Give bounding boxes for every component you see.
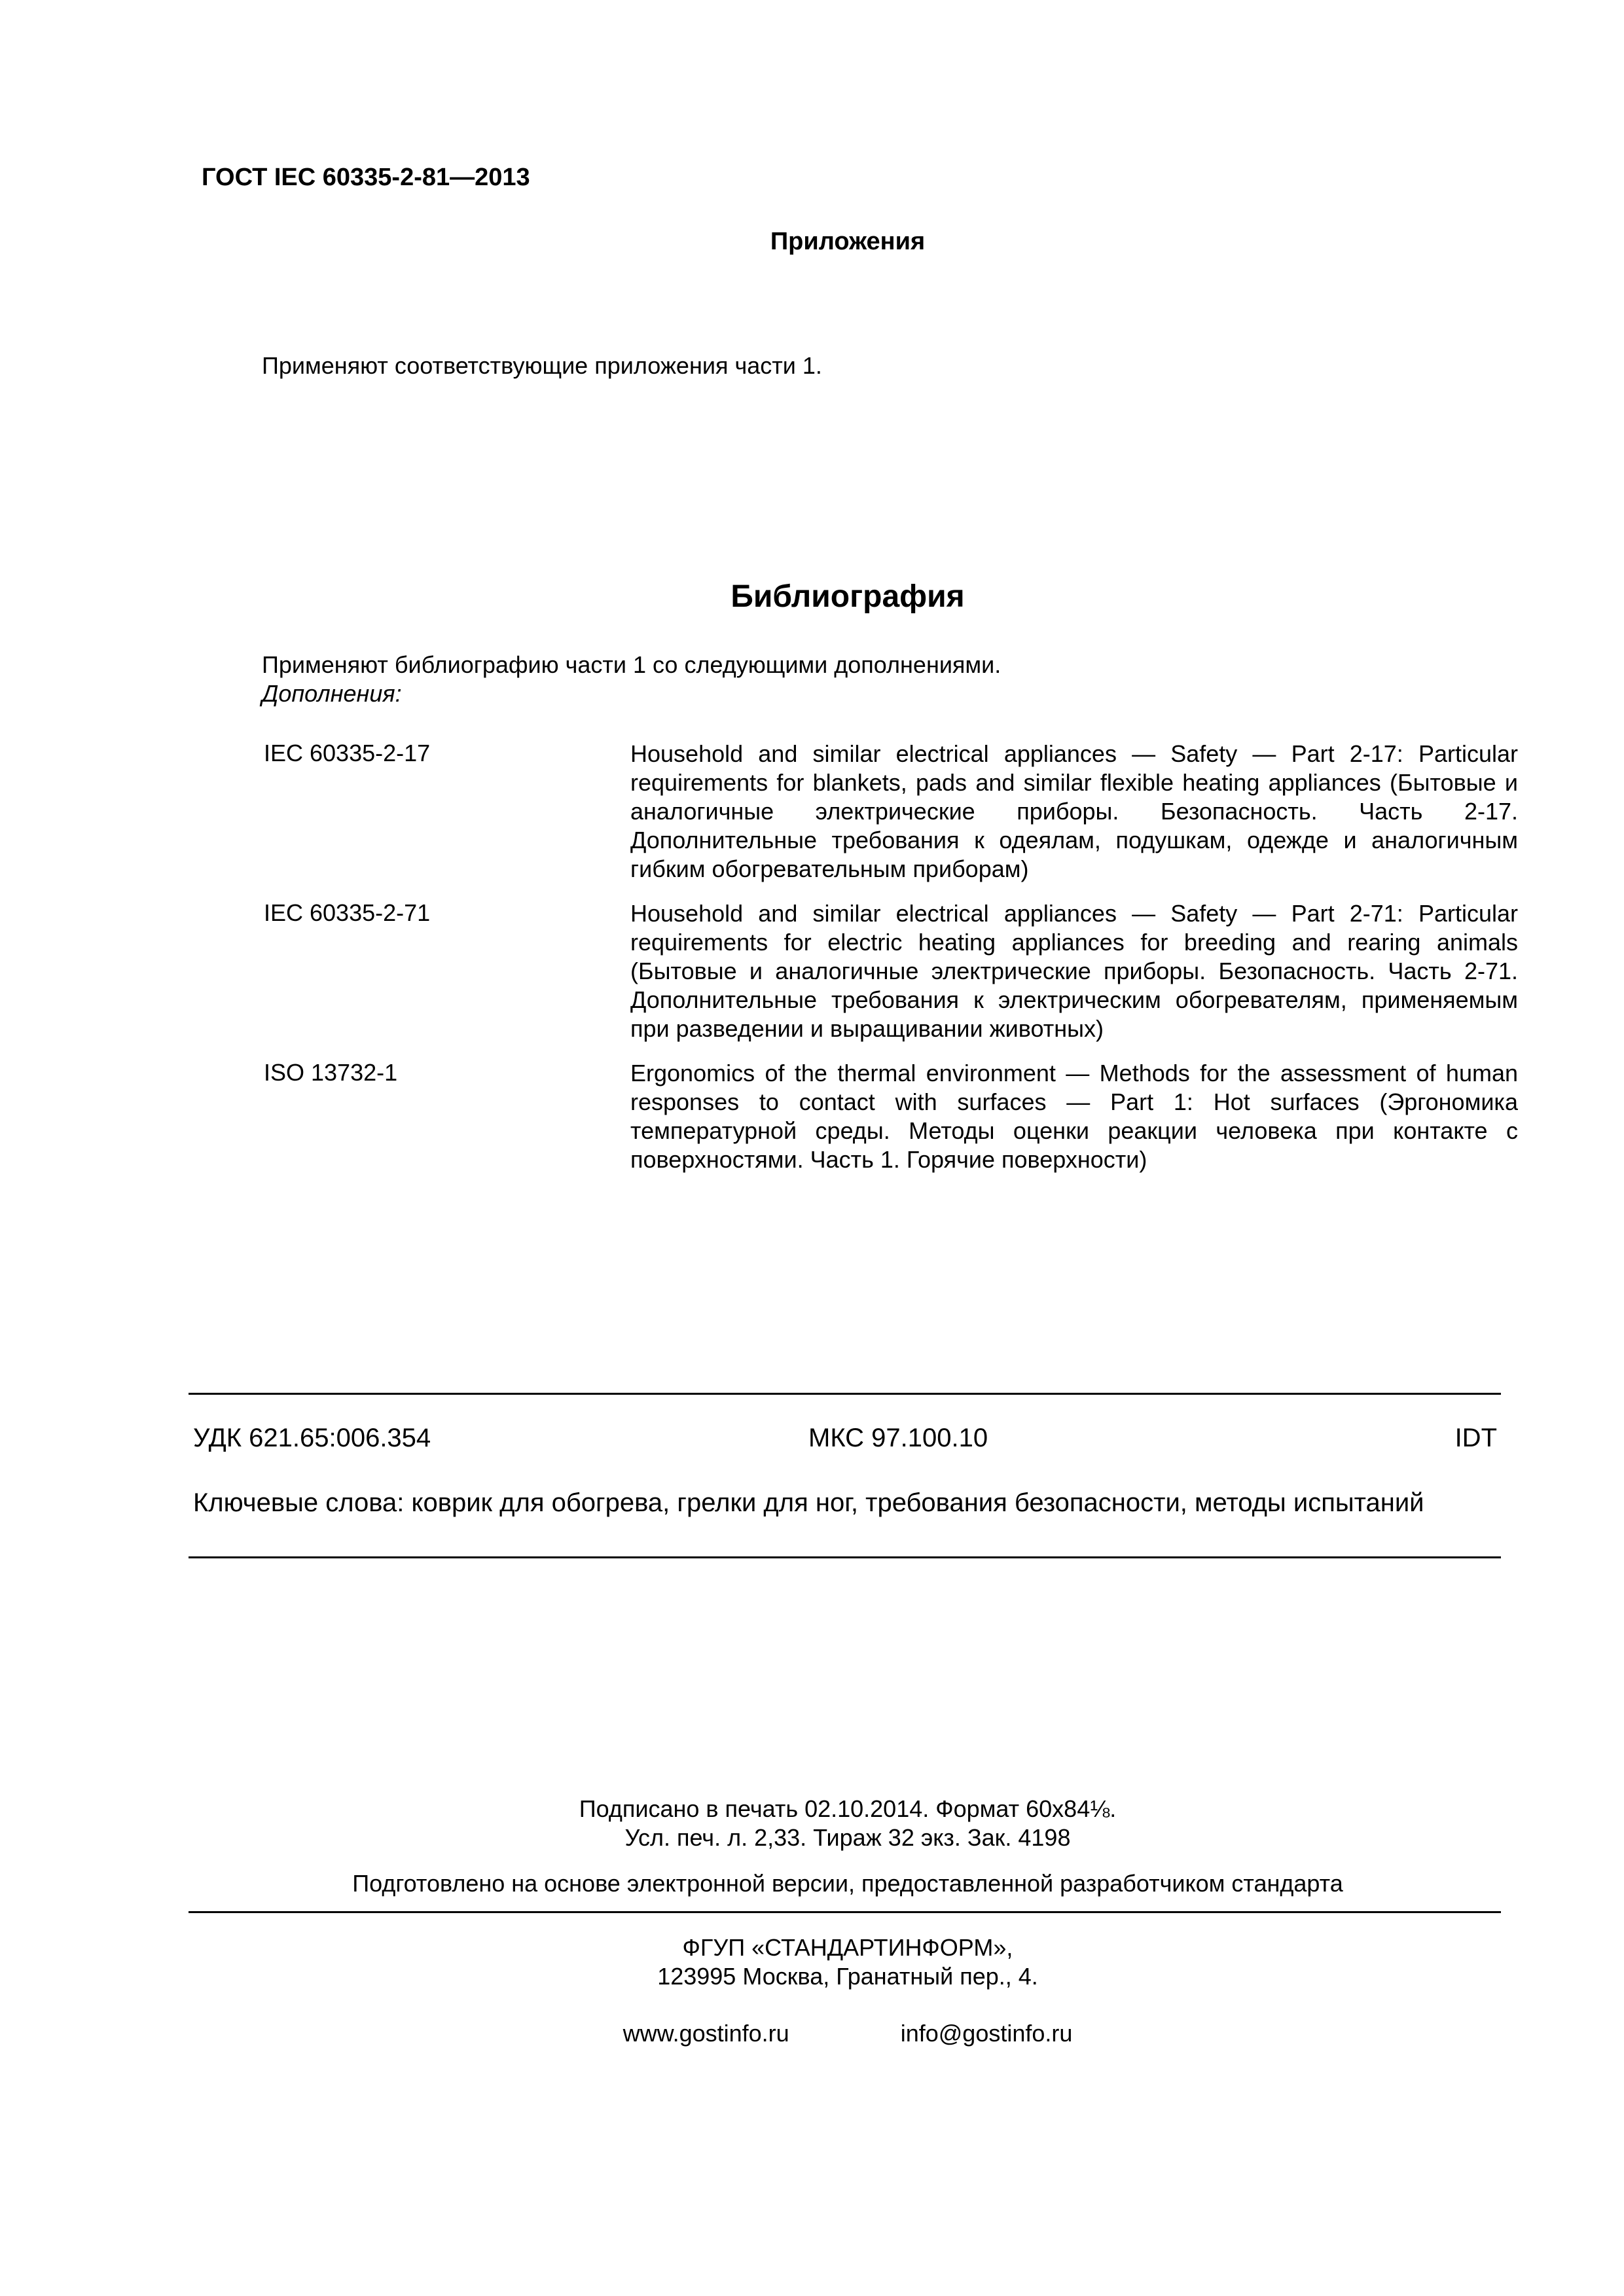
- mks-code: МКС 97.100.10: [808, 1424, 988, 1452]
- udk-code: УДК 621.65:006.354: [193, 1424, 431, 1452]
- website-link[interactable]: www.gostinfo.ru: [623, 2020, 789, 2047]
- appendices-title: Приложения: [770, 228, 926, 255]
- bibliography-entry-text: Household and similar electrical appliances — Safety — Part 2-71: Particular requirements for electric heating appliances for breeding and rearing animals (Бытовые и аналогичные электрические приборы. Безопасность. Часть 2-71. Дополнительные требования к электрическим обогревателям, применяемым при разведении и выращивании животных): [630, 900, 1518, 1042]
- email-link[interactable]: info@gostinfo.ru: [900, 2020, 1073, 2047]
- imprint-print-info: Усл. печ. л. 2,33. Тираж 32 экз. Зак. 4198: [624, 1824, 1071, 1851]
- imprint-prepared: Подготовлено на основе электронной версии, предоставленной разработчиком стандарта: [352, 1870, 1343, 1897]
- bibliography-entry-id: IEC 60335-2-71: [264, 899, 431, 926]
- keywords: Ключевые слова: коврик для обогрева, грелки для ног, требования безопасности, методы испытаний: [193, 1488, 1424, 1517]
- publisher-links: [0, 2020, 1624, 2047]
- publisher-address: 123995 Москва, Гранатный пер., 4.: [657, 1963, 1038, 1990]
- publisher-name: ФГУП «СТАНДАРТИНФОРМ»,: [682, 1934, 1013, 1961]
- divider: [189, 1393, 1501, 1395]
- bibliography-entry-text: Household and similar electrical appliances — Safety — Part 2-17: Particular requirements for blankets, pads and similar flexible heating appliances (Бытовые и аналогичные электрические приборы. Безопасность. Часть 2-17. Дополнительные требования к одеялам, подушкам, одежде и аналогичным гибким обогревательным приборам): [630, 740, 1518, 882]
- bibliography-entry-id: IEC 60335-2-17: [264, 740, 431, 766]
- document-code: ГОСТ IEC 60335-2-81—2013: [202, 164, 530, 191]
- idt-label: IDT: [1454, 1424, 1497, 1452]
- bibliography-title: Библиография: [731, 579, 965, 614]
- bibliography-intro: [262, 651, 1001, 708]
- appendices-text: Применяют соответствующие приложения части 1.: [262, 352, 822, 379]
- bibliography-intro-text: Применяют библиографию части 1 со следующими дополнениями.: [262, 651, 1001, 678]
- bibliography-entry-id: ISO 13732-1: [264, 1059, 398, 1086]
- divider: [189, 1911, 1501, 1913]
- imprint-signed: Подписано в печать 02.10.2014. Формат 60x84⅛.: [579, 1795, 1117, 1822]
- bibliography-entry-text: Ergonomics of the thermal environment — Methods for the assessment of human responses to contact with surfaces — Part 1: Hot surfaces (Эргономика температурной среды. Методы оценки реакции человека при контакте с поверхностями. Часть 1. Горячие поверхности): [630, 1060, 1518, 1173]
- divider: [189, 1556, 1501, 1558]
- additions-label: Дополнения:: [262, 680, 402, 707]
